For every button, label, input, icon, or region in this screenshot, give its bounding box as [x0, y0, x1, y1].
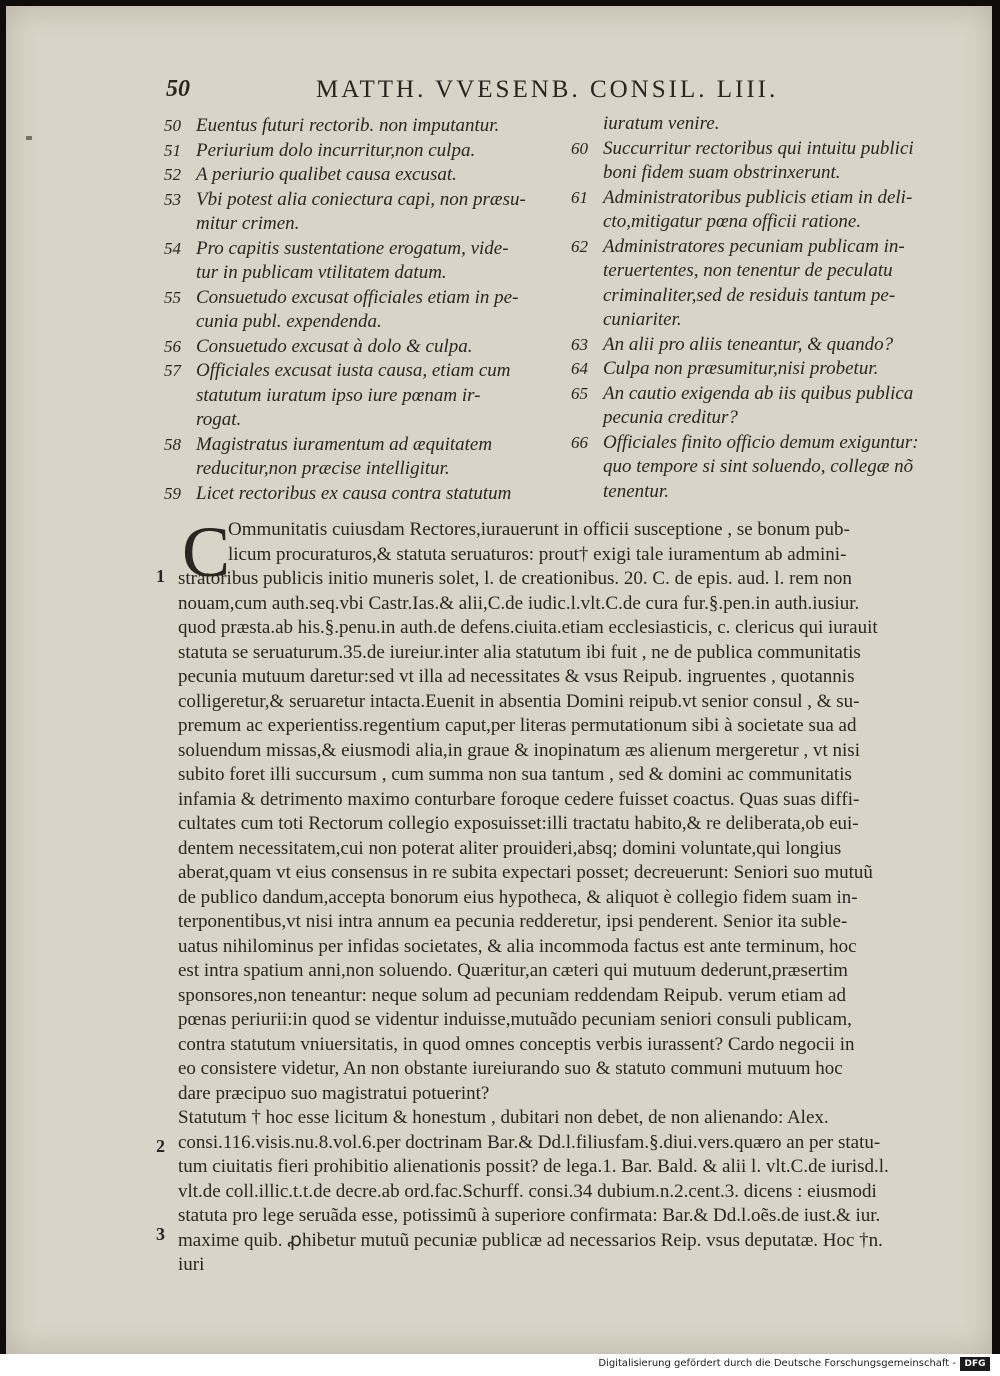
summary-item	[571, 112, 971, 137]
body-line: infamia & detrimento maximo conturbare foroque cedere fuisset coactus. Quas suas diffi-	[178, 788, 860, 810]
summary-item-number: 55	[164, 287, 181, 307]
body-line: licum procuraturos,& statuta seruaturos: prout† exigi tale iuramentum ab admini-	[228, 543, 847, 565]
summary-item-text: Succurritur rectoribus qui intuitu publici	[603, 137, 914, 159]
summary-item	[571, 382, 971, 407]
summary-item-text: Administratoribus publicis etiam in deli-	[603, 186, 913, 208]
body-line: soluendum missas,& eiusmodi alia,in graue & inopinatum æs alienum mergeretur , vt nisi	[178, 739, 860, 761]
summary-item	[571, 406, 971, 431]
summary-item	[164, 139, 559, 164]
summary-item-text: Vbi potest alia coniectura capi, non præsu-	[196, 188, 526, 210]
summary-item-text: Consuetudo excusat officiales etiam in pe-	[196, 286, 519, 308]
summary-right-column	[571, 112, 971, 504]
summary-item	[571, 284, 971, 309]
summary-item	[571, 480, 971, 505]
summary-item	[164, 212, 559, 237]
edge-mark	[26, 136, 32, 140]
body-line: dare præcipuo suo magistratui potuerint?	[178, 1082, 490, 1104]
summary-item-text: criminaliter,sed de residuis tantum pe-	[603, 284, 896, 306]
summary-item-text: cto,mitigatur pœna officii ratione.	[603, 211, 862, 232]
summary-item-text: Pro capitis sustentatione erogatum, vide-	[196, 237, 509, 259]
page-header	[166, 76, 986, 106]
summary-item-number: 59	[164, 483, 181, 503]
book-page	[6, 6, 992, 1354]
body-line: premum ac experientiss.regentium caput,per literas permutationum sibi à societate sua ad	[178, 715, 857, 736]
marginal-number: 2	[156, 1136, 165, 1156]
body-line: pœnas periurii:in quod se videntur induisse,mutuãdo pecuniam seniori consuli publicam,	[178, 1009, 852, 1030]
body-line: statuta se seruaturum.35.de iureiur.inter alia statutum ibi fuit , ne de publica communitatis	[178, 641, 861, 663]
summary-item-text: pecunia creditur?	[603, 407, 738, 428]
body-text	[178, 512, 968, 1278]
summary-item-text: Euentus futuri rectorib. non imputantur.	[196, 115, 500, 136]
body-line: maxime quib. ꝓhibetur mutuũ pecuniæ publicæ ad necessarios Reip. vsus deputatæ. Hoc †n.	[178, 1229, 883, 1251]
summary-item-number: 56	[164, 336, 181, 356]
body-line: nouam,cum auth.seq.vbi Castr.Ias.& alii,C.de iudic.l.vlt.C.de cura fur.§.pen.in auth.iusiur.	[178, 592, 860, 614]
summary-item-text: An cautio exigenda ab iis quibus publica	[603, 382, 914, 404]
summary-item-number: 52	[164, 165, 181, 184]
summary-item-text: An alii pro aliis teneantur, & quando?	[603, 333, 894, 355]
body-line: tum ciuitatis fieri prohibitio alienationis possit? de lega.1. Bar. Bald. & alii l. vlt.C.de iurisd.l.	[178, 1156, 889, 1177]
summary-item-number: 50	[164, 116, 181, 135]
summary-item-number: 60	[571, 138, 588, 158]
summary-item-text: tur in publicam vtilitatem datum.	[196, 262, 447, 283]
body-line: vlt.de coll.illic.t.t.de decre.ab ord.fac.Schurff. consi.34 dubium.n.2.cent.3. dicens : eiusmodi	[178, 1180, 877, 1202]
body-line: terponentibus,vt nisi intra annum ea pecunia redderetur, ipsi penderent. Senior ita suble-	[178, 911, 848, 932]
summary-item-text: statutum iuratum ipso iure pœnam ir-	[196, 384, 481, 406]
summary-item-text: Culpa non præsumitur,nisi probetur.	[603, 358, 879, 379]
body-line: consi.116.visis.nu.8.vol.6.per doctrinam Bar.& Dd.l.filiusfam.§.diui.vers.quæro an per statu-	[178, 1131, 881, 1153]
body-line: Statutum † hoc esse licitum & honestum , dubitari non debet, de non alienando: Alex.	[178, 1107, 829, 1128]
marginal-number: 1	[156, 566, 165, 586]
summary-item-text: iuratum venire.	[603, 113, 720, 134]
drop-cap: C	[182, 512, 231, 592]
summary-item	[164, 237, 559, 262]
summary-item	[164, 261, 559, 286]
summary-item-text: Administratores pecuniam publicam in-	[603, 235, 905, 257]
summary-item	[164, 188, 559, 213]
summary-item-text: Periurium dolo incurritur,non culpa.	[196, 139, 476, 161]
body-line: eo consistere videtur, An non obstante iureiurando suo & statuto communi mutuum hoc	[178, 1058, 843, 1079]
marginal-number: 3	[156, 1224, 165, 1244]
summary-item-number: 51	[164, 140, 181, 160]
summary-item-text: quo tempore si sint soluendo, collegæ nõ	[603, 456, 914, 477]
running-head: MATTH. VVESENB. CONSIL. LIII.	[316, 76, 779, 103]
summary-item-text: tenentur.	[603, 480, 669, 502]
dfg-logo: DFG	[960, 1357, 990, 1371]
body-line: est intra spatium anni,non soluendo. Quæritur,an cæteri qui mutuum dederunt,præsertim	[178, 960, 848, 981]
summary-item-number: 58	[164, 434, 181, 454]
summary-item	[571, 308, 971, 333]
summary-item	[164, 482, 559, 507]
summary-item	[571, 357, 971, 382]
summary-item-text: rogat.	[196, 409, 242, 430]
body-line: sponsores,non teneantur: neque solum ad pecuniam reddendam Reipub. verum etiam ad	[178, 984, 846, 1006]
summary-item-text: cuniariter.	[603, 309, 682, 330]
body-line: quod præsta.ab his.§.penu.in auth.de defens.ciuita.etiam ecclesiasticis, c. clericus qui iurauit	[178, 617, 878, 638]
summary-item	[571, 333, 971, 358]
summary-item	[164, 114, 559, 139]
body-line: cultates cum toti Rectorum collegio exposuisset:illi tractatu habito,& re deliberata,ob eui-	[178, 813, 859, 834]
summary-item	[164, 310, 559, 335]
body-line: de publico dandum,accepta bonorum eius hypotheca, & aliquot è collegio fidem suam in-	[178, 886, 858, 908]
summary-item-number: 61	[571, 187, 588, 207]
summary-item	[164, 286, 559, 311]
summary-item	[571, 235, 971, 260]
summary-item	[164, 359, 559, 384]
summary-item-text: Licet rectoribus ex causa contra statutum	[196, 482, 512, 504]
summary-item	[571, 161, 971, 186]
summary-item-number: 63	[571, 334, 588, 354]
summary-left-column	[164, 114, 559, 506]
summary-item	[571, 455, 971, 480]
summary-item	[164, 335, 559, 360]
summary-item	[164, 384, 559, 409]
summary-item	[164, 408, 559, 433]
summary-item	[164, 163, 559, 188]
body-line: uatus nihilominus per infidas societates, & alia incommoda factus est ante terminum, hoc	[178, 935, 857, 957]
body-line: colligeretur,& seruaretur intacta.Euenit in absentia Domini reipub.vt senior consul , & su-	[178, 690, 860, 712]
summary-item-text: reducitur,non præcise intelligitur.	[196, 458, 450, 479]
summary-item-text: cunia publ. expendenda.	[196, 311, 382, 332]
summary-item-text: A periurio qualibet causa excusat.	[196, 164, 457, 185]
body-line: iuri	[178, 1254, 205, 1275]
summary-item	[164, 433, 559, 458]
body-line: statuta pro lege seruãda esse, potissimũ à superiore confirmata: Bar.& Dd.l.oẽs.de iust.& iur.	[178, 1205, 881, 1226]
body-line: contra statutum vniuersitatis, in quod omnes conceptis verbis iurassent? Cardo negocii in	[178, 1033, 855, 1055]
summary-item-number: 62	[571, 236, 588, 256]
summary-item-number: 64	[571, 359, 588, 378]
summary-item	[571, 431, 971, 456]
summary-item-text: Magistratus iuramentum ad æquitatem	[196, 433, 493, 455]
footer-bar	[0, 1354, 1000, 1376]
body-line: pecunia mutuum daretur:sed vt illa ad necessitates & vsus Reipub. ingruentes , quotannis	[178, 666, 855, 687]
summary-item-number: 65	[571, 383, 588, 403]
summary-item-number: 66	[571, 432, 588, 452]
body-line: dentem necessitatem,cui non poterat aliter prouideri,absq; domini voluntate,qui longius	[178, 837, 842, 859]
body-line: stratoribus publicis initio muneris solet, l. de creationibus. 20. C. de epis. aud. l. rem non	[178, 568, 852, 589]
summary-item-number: 53	[164, 189, 181, 209]
summary-item-text: Officiales finito officio demum exiguntur:	[603, 431, 919, 453]
summary-item	[164, 457, 559, 482]
summary-item-number: 57	[164, 361, 181, 380]
summary-item	[571, 259, 971, 284]
summary-item-text: Officiales excusat iusta causa, etiam cum	[196, 360, 511, 381]
page-number: 50	[166, 76, 190, 102]
body-line: subito foret illi succursum , cum summa non sua tantum , sed & domini ac communitatis	[178, 764, 852, 785]
summary-item-text: boni fidem suam obstrinxerunt.	[603, 162, 841, 183]
summary-item	[571, 210, 971, 235]
summary-item	[571, 186, 971, 211]
body-line: aberat,quam vt eius consensus in re subita expectari posset; decreuerunt: Seniori suo mutuũ	[178, 862, 873, 883]
body-line: Ommunitatis cuiusdam Rectores,iurauerunt in officii susceptione , se bonum pub-	[228, 519, 850, 540]
summary-item-text: mitur crimen.	[196, 213, 300, 234]
summary-item-text: Consuetudo excusat à dolo & culpa.	[196, 335, 473, 357]
summary-item-number: 54	[164, 238, 181, 258]
summary-item-text: teruertentes, non tenentur de peculatu	[603, 260, 893, 281]
summary-item	[571, 137, 971, 162]
funding-notice: Digitalisierung gefördert durch die Deutsche Forschungsgemeinschaft -	[598, 1358, 956, 1369]
